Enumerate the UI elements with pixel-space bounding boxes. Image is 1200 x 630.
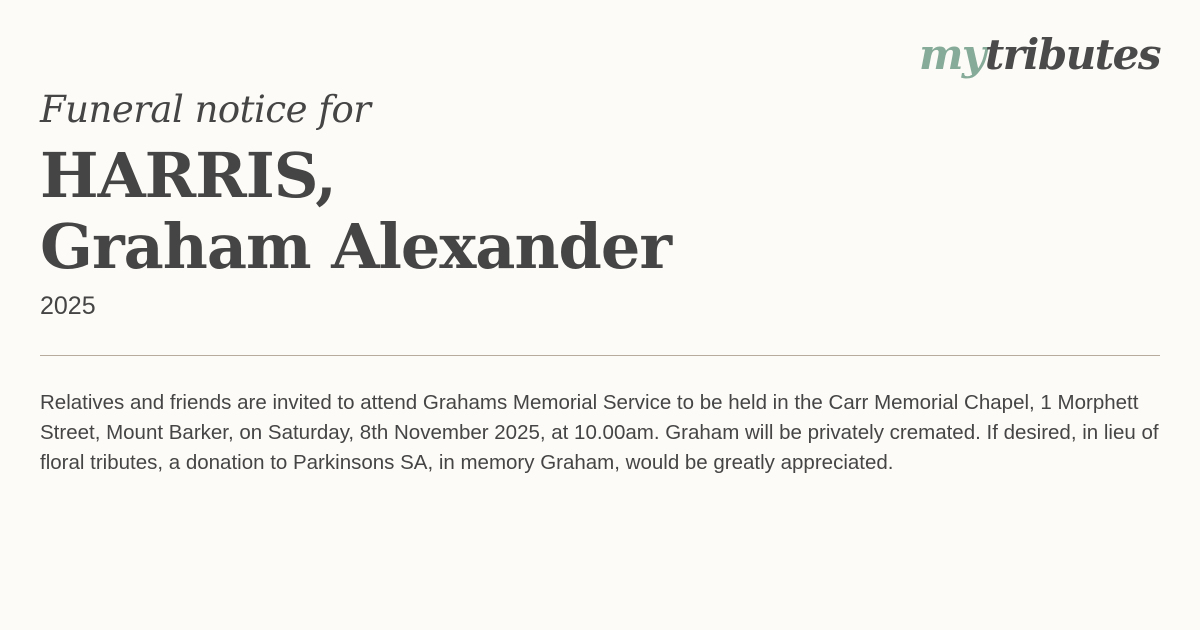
logo-my-text: my <box>918 30 985 79</box>
deceased-given-names: Graham Alexander <box>40 210 672 283</box>
notice-label: Funeral notice for <box>40 88 371 131</box>
divider <box>40 355 1160 356</box>
deceased-surname: HARRIS, <box>40 139 336 212</box>
notice-body-text: Relatives and friends are invited to attend Grahams Memorial Service to be held in the Carr Memorial Chapel, 1 Morphett Street, Mount Barker, on Saturday, 8th November 2025, at 10.00am. Graham will be privately cremated. If desired, in lieu of floral tributes, a donation to Parkinsons SA, in memory Graham, would be greatly appreciated. <box>40 391 1159 474</box>
logo-tributes-text: tributes <box>984 30 1160 79</box>
notice-year: 2025 <box>40 292 96 320</box>
mytributes-logo[interactable] <box>918 30 1160 79</box>
